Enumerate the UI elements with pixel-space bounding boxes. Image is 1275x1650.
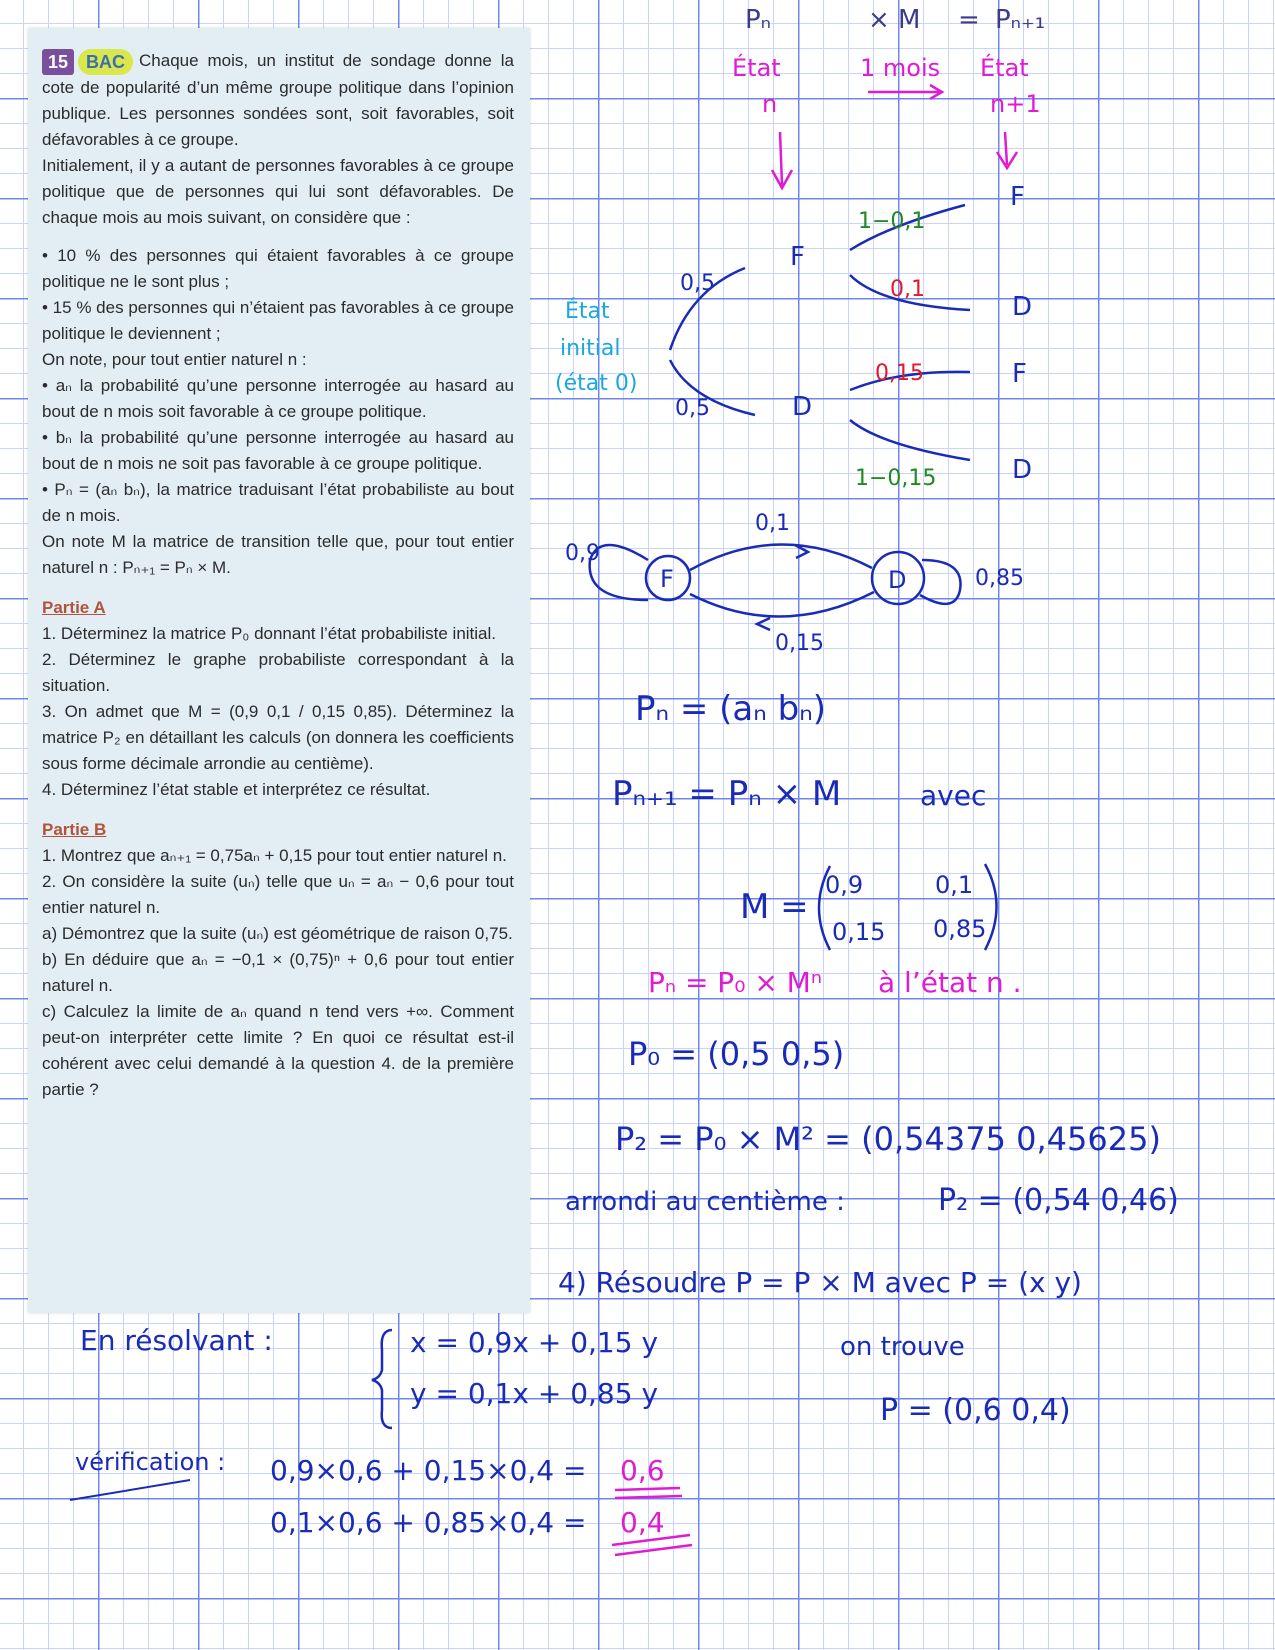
matrix-c: 0,15: [832, 918, 886, 946]
matrix-b: 0,1: [935, 871, 974, 899]
verification-2: 0,1×0,6 + 0,85×0,4 =: [270, 1506, 587, 1539]
etat-n1-sub: n+1: [990, 90, 1041, 118]
on-trouve: on trouve: [840, 1332, 965, 1362]
etat-n-label: État: [732, 54, 781, 82]
etat-n-sub: n: [762, 90, 778, 118]
transition-note: On note M la matrice de transition telle que, pour tout entier naturel n : Pₙ₊₁ = Pₙ × M.: [42, 531, 514, 577]
question-b2b: b) En déduire que aₙ = −0,1 × (0,75)ⁿ + 0,6 pour tout entier naturel n.: [42, 949, 514, 995]
question-b2a: a) Démontrez que la suite (uₙ) est géométrique de raison 0,75.: [42, 923, 513, 943]
state-labels: [732, 53, 1041, 118]
tree-leaf-4: D: [1012, 455, 1033, 485]
initial-line-2: initial: [560, 336, 621, 361]
question-b1: 1. Montrez que aₙ₊₁ = 0,75aₙ + 0,15 pour tout entier naturel n.: [42, 845, 507, 865]
initial-line-3: (état 0): [555, 371, 638, 396]
bullet-4: • bₙ la probabilité qu’une personne interrogée au hasard au bout de n mois ne soit pas favorable à ce groupe politique.: [42, 427, 514, 473]
system-eq-2: y = 0,1x + 0,85 y: [410, 1377, 659, 1410]
graph-node-F: F: [660, 565, 674, 593]
tree-leaf-1: F: [1010, 182, 1025, 212]
system-eq-1: x = 0,9x + 0,15 y: [410, 1326, 659, 1359]
w-DF: 0,15: [875, 361, 924, 386]
intro-text: Chaque mois, un institut de sondage donne la cote de popularité d’un même groupe politique dans l’opinion publique. Les personnes sondées sont, soit favorables, soit défavorables à ce groupe.: [42, 51, 514, 149]
verification-1: 0,9×0,6 + 0,15×0,4 =: [270, 1454, 587, 1487]
bullet-5: • Pₙ = (aₙ bₙ), la matrice traduisant l’état probabiliste au bout de n mois.: [42, 479, 514, 525]
question-b2c: c) Calculez la limite de aₙ quand n tend vers +∞. Comment peut-on interpréter cette limite ? En quoi ce résultat est-il cohérent avec celui demandé à la question 4. de la première partie ?: [42, 1001, 514, 1099]
state-arrows: [772, 85, 1017, 188]
question-b2: 2. On considère la suite (uₙ) telle que uₙ = aₙ − 0,6 pour tout entier naturel n.: [42, 871, 514, 917]
verification-1-result: 0,6: [620, 1454, 665, 1487]
tree-leaf-2: D: [1012, 292, 1033, 322]
verification-2-result: 0,4: [620, 1506, 665, 1539]
pn-definition: Pₙ = (aₙ bₙ): [635, 689, 827, 729]
D-to-F-label: 0,15: [775, 631, 824, 656]
F-to-D-label: 0,1: [755, 511, 790, 536]
matrix-d: 0,85: [933, 915, 987, 943]
one-month-label: 1 mois: [860, 54, 941, 82]
w-FD: 0,1: [890, 277, 925, 302]
initial-state-label: [555, 298, 637, 396]
verification-label: vérification :: [75, 1448, 226, 1476]
tree-labels: [675, 182, 1032, 485]
en-resolvant: En résolvant :: [80, 1324, 273, 1357]
question-a1: 1. Déterminez la matrice P₀ donnant l’état probabiliste initial.: [42, 623, 497, 643]
arrondi-value: P₂ = (0,54 0,46): [938, 1183, 1179, 1218]
w-DD: 1−0,15: [855, 466, 937, 491]
w-FF: 1−0,1: [858, 209, 926, 234]
top-times-m: × M: [868, 5, 921, 35]
w-root-D: 0,5: [675, 396, 710, 421]
pn-formula: [648, 966, 1022, 999]
tree-node-F: F: [790, 242, 805, 272]
pn1-definition: Pₙ₊₁ = Pₙ × M: [612, 774, 842, 814]
loop-D: [920, 560, 961, 604]
notation-intro: On note, pour tout entier naturel n :: [42, 349, 307, 369]
edge-F-D: [690, 544, 872, 570]
down-arrow-n: [772, 132, 792, 188]
matrix-label: M =: [740, 887, 809, 927]
p-result: P = (0,6 0,4): [880, 1393, 1071, 1428]
graph-labels: [565, 511, 1024, 656]
top-pn: Pₙ: [745, 5, 772, 35]
down-arrow-n1: [997, 132, 1017, 168]
intro-text-2: Initialement, il y a autant de personnes favorables à ce groupe politique que de personnes qui lui sont défavorables. De chaque mois au mois suivant, on considère que :: [42, 155, 514, 227]
edge-D-F: [690, 592, 874, 630]
w-root-F: 0,5: [680, 271, 715, 296]
month-arrow: [868, 85, 942, 99]
arrondi-label: arrondi au centième :: [565, 1187, 845, 1217]
bullet-2: • 15 % des personnes qui n’étaient pas favorables à ce groupe politique le deviennent ;: [42, 297, 514, 343]
bac-badge: BAC: [78, 49, 133, 75]
question-a3: 3. On admet que M = (0,9 0,1 / 0,15 0,85). Déterminez la matrice P₂ en détaillant les calculs (on donnera les coefficients sous forme décimale arrondie au centième).: [42, 701, 514, 773]
formulas: [612, 689, 986, 946]
tree-weights: [855, 209, 936, 491]
pn-formula-note: à l’état n .: [878, 966, 1022, 999]
tree-leaf-3: F: [1012, 359, 1027, 389]
pn-formula-text: Pₙ = P₀ × Mⁿ: [648, 966, 822, 999]
loop-F-label: 0,9: [565, 541, 600, 566]
exercise-number: 15: [42, 49, 74, 75]
probability-tree: [670, 205, 970, 460]
p0-value: P₀ = (0,5 0,5): [628, 1035, 845, 1073]
tree-node-D: D: [792, 392, 813, 422]
avec-label: avec: [920, 779, 987, 812]
system-brace: [372, 1330, 392, 1428]
question-4-line: 4) Résoudre P = P × M avec P = (x y): [558, 1266, 1082, 1299]
top-equation: [745, 5, 1045, 35]
part-a-title: Partie A: [42, 597, 106, 617]
p2-value: P₂ = P₀ × M² = (0,54375 0,45625): [615, 1120, 1161, 1158]
top-equals: =: [958, 5, 980, 35]
question-a2: 2. Déterminez le graphe probabiliste correspondant à la situation.: [42, 649, 514, 695]
top-pn1: Pₙ₊₁: [995, 5, 1046, 35]
graph-node-D: D: [888, 566, 907, 594]
part-b-title: Partie B: [42, 819, 107, 839]
bullet-3: • aₙ la probabilité qu’une personne interrogée au hasard au bout de n mois soit favorable à ce groupe politique.: [42, 375, 514, 421]
initial-line-1: État: [565, 299, 610, 324]
bullet-1: • 10 % des personnes qui étaient favorables à ce groupe politique ne le sont plus ;: [42, 245, 514, 291]
matrix-a: 0,9: [825, 871, 864, 899]
question-a4: 4. Déterminez l’état stable et interprétez ce résultat.: [42, 779, 431, 799]
branch-D-D: [850, 420, 970, 460]
loop-D-label: 0,85: [975, 566, 1024, 591]
verification-underline: [70, 1480, 190, 1500]
etat-n1-label: État: [980, 54, 1029, 82]
